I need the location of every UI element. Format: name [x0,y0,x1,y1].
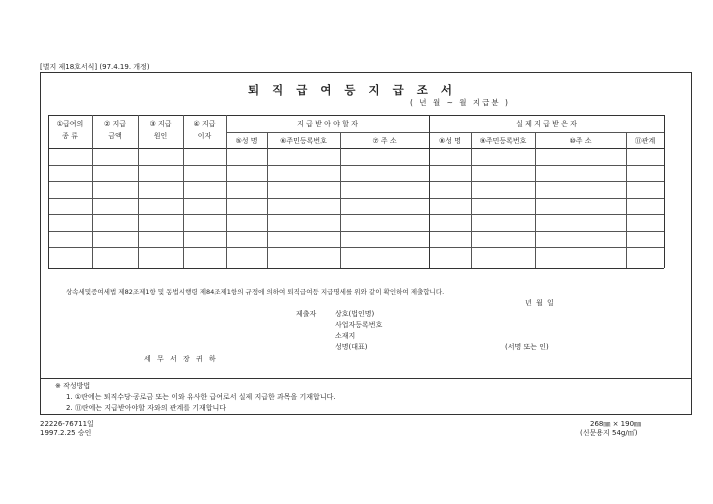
col-header-payee-id: ⑥주민등록번호 [280,137,327,145]
submitter-company: 상호(법인명) [335,310,375,318]
col-header-pay-type: ①급여의 종 류 [56,120,84,140]
col-header-pay-interest: ④ 지급 이자 [193,120,216,140]
confirmation-text: 상속세및증여세법 제82조제1항 및 동법시행령 제84조제1항의 규정에 의하여 퇴직급여등 지급명세를 위와 같이 확인하여 제출합니다. [66,288,445,296]
group-header-payee: 지 급 받 아 야 할 자 [297,120,358,128]
footer-approval-date: 1997.2.25 승인 [40,429,92,437]
footer-paper-size: 268㎜ × 190㎜ [590,420,642,428]
form-subtitle: ( 년 월 ~ 월 지급분 ) [410,98,510,107]
submission-date: 년 월 일 [525,299,555,307]
col-header-payee-name: ⑤성 명 [235,137,258,145]
col-header-recipient-id: ⑨주민등록번호 [479,137,527,145]
group-header-actual-recipient: 실 제 지 급 받 은 자 [516,120,577,128]
note-item: 1. ①란에는 퇴직수당·공로금 또는 이와 유사한 급여로서 실제 지급한 과목을 기재합니다. [66,393,336,401]
col-header-relation: ⑪관계 [634,137,656,145]
col-header-payee-address: ⑦ 주 소 [372,137,397,145]
col-header-pay-amount: ② 지급 금액 [103,120,127,140]
tax-office-addressee: 세 무 서 장 귀 하 [144,355,218,363]
footer-paper-type: (신문용지 54g/㎡) [580,429,638,437]
submitter-business-number: 사업자등록번호 [335,321,383,329]
footer-approval-code: 22226-76711일 [40,420,94,428]
signature-mark: (서명 또는 인) [505,343,549,351]
col-header-recipient-address: ⑩주 소 [569,137,592,145]
submitter-label: 제출자 [296,310,317,318]
col-header-recipient-name: ⑧성 명 [438,137,462,145]
col-header-pay-reason: ③ 지급 원인 [149,120,172,140]
form-title: 퇴직급여등지급조서 [248,83,465,97]
submitter-location: 소재지 [335,332,356,340]
submitter-representative: 성명(대표) [335,343,368,351]
note-item: 2. ⑪란에는 지급받아야할 자와의 관계를 기재합니다 [66,404,227,412]
form-id: [별지 제18호서식] (97.4.19. 개정) [40,63,150,71]
notes-title: ※ 작성방법 [55,382,91,390]
